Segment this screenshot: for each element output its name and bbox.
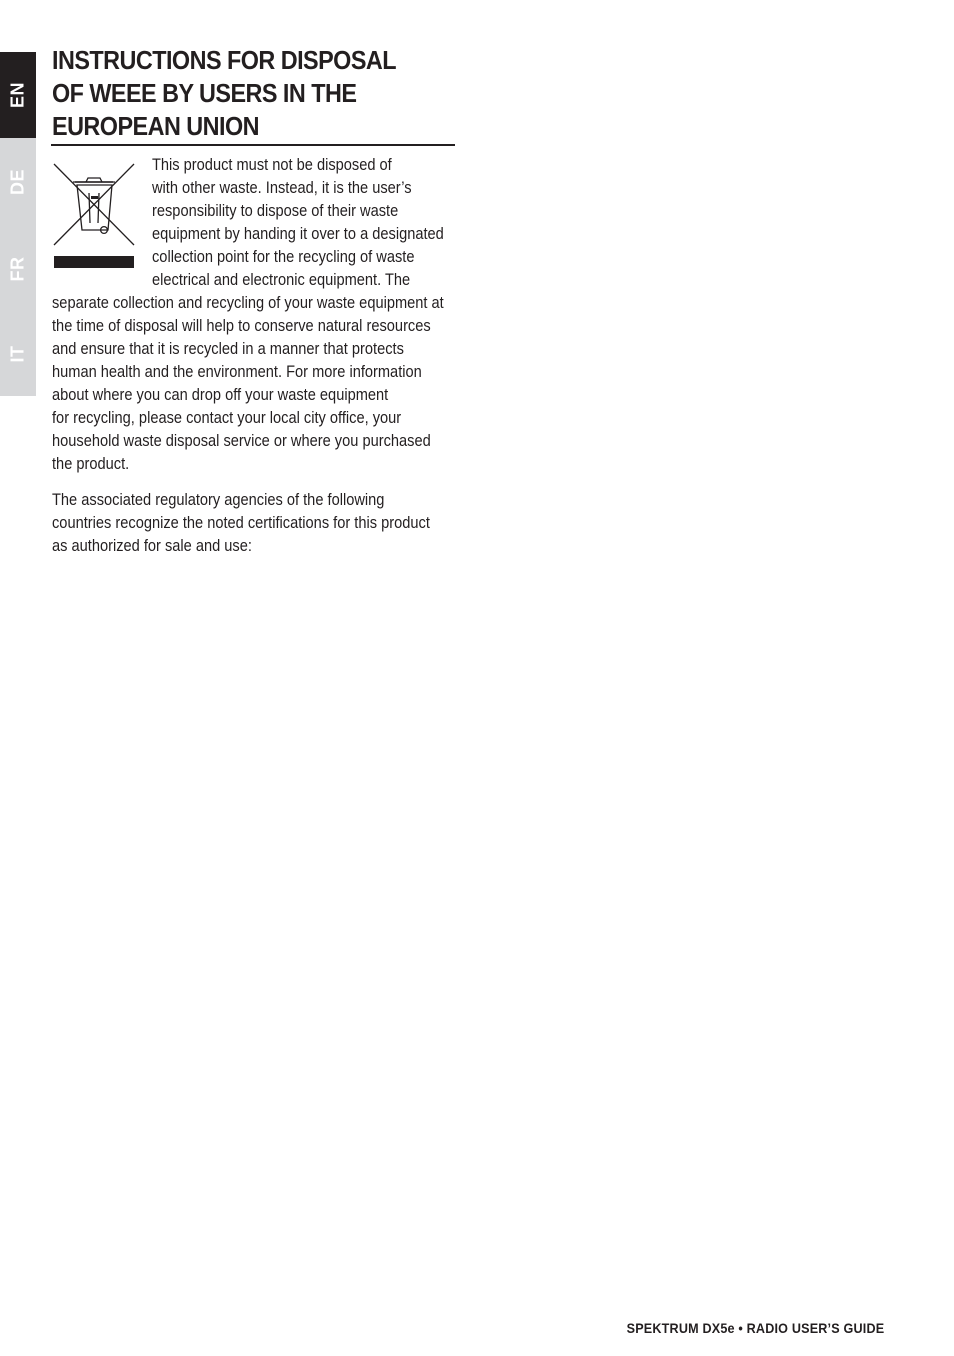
text-line: collection point for the recycling of waste: [152, 247, 415, 266]
text-line: This product must not be disposed of: [152, 155, 392, 174]
text-line: equipment by handing it over to a designated: [152, 224, 444, 243]
language-tab-en[interactable]: [0, 52, 36, 138]
text-line: responsibility to dispose of their waste: [152, 201, 399, 220]
text-line: countries recognize the noted certifications for this product: [52, 513, 430, 532]
title-line: EUROPEAN UNION: [52, 111, 259, 141]
title-line: INSTRUCTIONS FOR DISPOSAL: [52, 45, 397, 75]
language-tab-it[interactable]: [0, 312, 36, 396]
text-line: The associated regulatory agencies of the following: [52, 490, 385, 509]
language-tab-label: IT: [7, 345, 28, 363]
text-line: as authorized for sale and use:: [52, 536, 252, 555]
intro-paragraph: [152, 153, 454, 291]
title-line: OF WEEE BY USERS IN THE: [52, 78, 357, 108]
text-line: about where you can drop off your waste equipment: [52, 385, 389, 404]
text-line: household waste disposal service or where you purchased: [52, 431, 431, 450]
text-line: electrical and electronic equipment. The: [152, 270, 411, 289]
text-line: human health and the environment. For more information: [52, 362, 422, 381]
paragraph-gap: [52, 475, 454, 488]
page-footer: SPEKTRUM DX5e • RADIO USER’S GUIDE: [626, 1320, 884, 1336]
language-tab-label: EN: [7, 81, 28, 109]
language-tab-label: FR: [7, 256, 28, 282]
text-line: with other waste. Instead, it is the user’s: [152, 178, 412, 197]
regulatory-paragraph: [52, 488, 454, 557]
page-title: [52, 44, 416, 143]
body-paragraph: [52, 291, 454, 475]
title-rule: [51, 144, 455, 146]
text-line: and ensure that it is recycled in a manner that protects: [52, 339, 404, 358]
text-line: for recycling, please contact your local city office, your: [52, 408, 402, 427]
text-line: the product.: [52, 454, 130, 473]
language-tab-fr[interactable]: [0, 226, 36, 312]
text-line: the time of disposal will help to conserve natural resources: [52, 316, 431, 335]
language-tabs: [0, 52, 36, 396]
disposal-instructions-body: [52, 153, 454, 557]
language-tab-de[interactable]: [0, 138, 36, 226]
text-line: separate collection and recycling of your waste equipment at: [52, 293, 444, 312]
language-tab-label: DE: [7, 168, 28, 196]
